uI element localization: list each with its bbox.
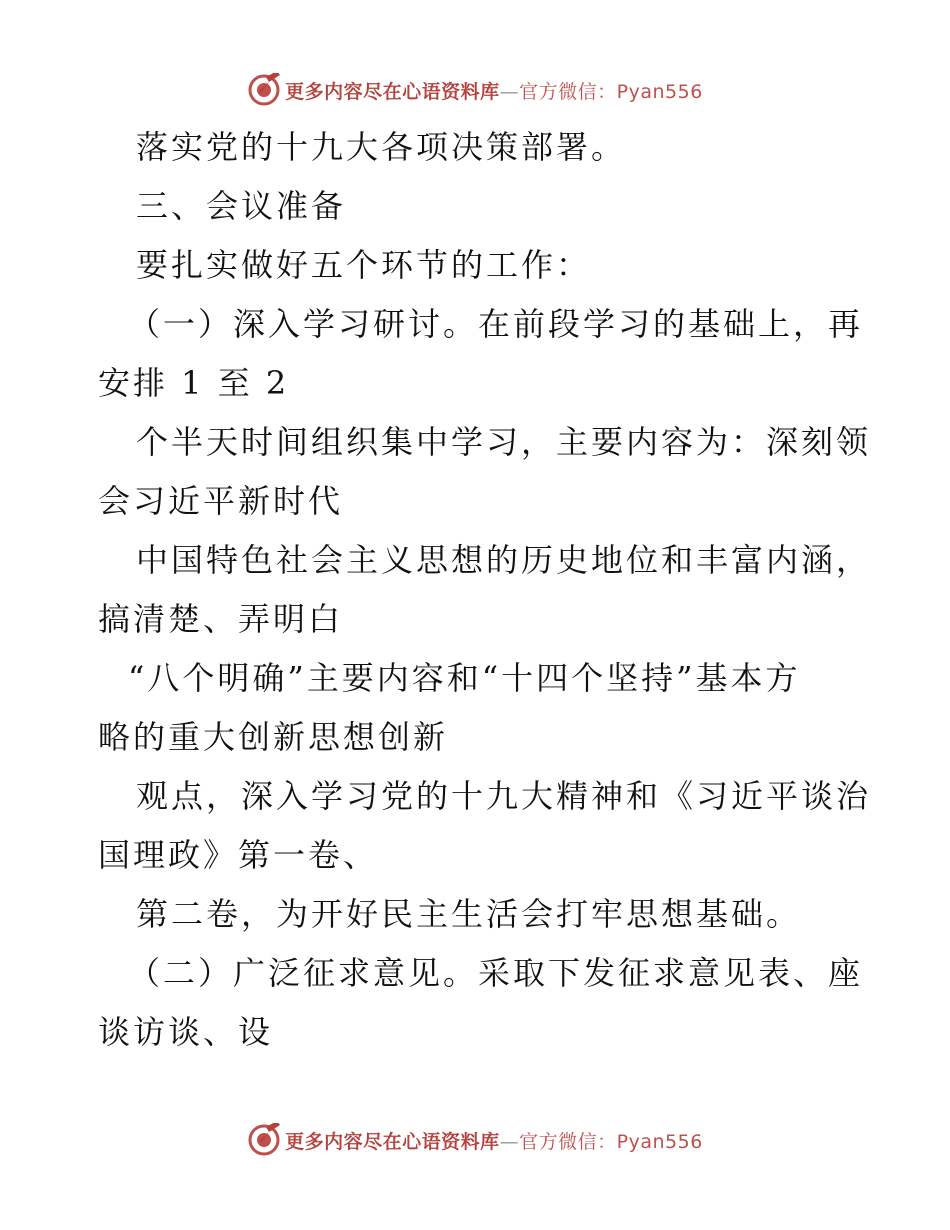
- text-line: 搞清楚、弄明白: [98, 600, 344, 638]
- watermark-sub: 官方微信：Pyan556: [519, 1130, 703, 1153]
- watermark-main: 更多内容尽在心语资料库: [285, 1130, 500, 1153]
- pen-circle-logo-icon: [247, 73, 281, 107]
- watermark-separator: —: [499, 1130, 520, 1153]
- text-line: 谈访谈、设: [98, 1013, 274, 1051]
- text-line: 个半天时间组织集中学习，主要内容为：深刻领: [136, 423, 872, 461]
- watermark-separator: —: [499, 80, 520, 103]
- footer-watermark: [0, 1120, 950, 1160]
- text-line: 会习近平新时代: [98, 482, 344, 520]
- text-line: 要扎实做好五个环节的工作：: [136, 246, 592, 284]
- text-line: 第二卷，为开好民主生活会打牢思想基础。: [136, 895, 802, 933]
- text-line: 中国特色社会主义思想的历史地位和丰富内涵，: [136, 541, 872, 579]
- text-line: （二）广泛征求意见。采取下发征求意见表、座: [128, 954, 864, 992]
- text-line: 观点，深入学习党的十九大精神和《习近平谈治: [136, 777, 872, 815]
- header-watermark: [0, 70, 950, 110]
- text-line: 略的重大创新思想创新: [98, 718, 449, 756]
- section-heading: 三、会议准备: [136, 187, 347, 225]
- watermark-text: [285, 77, 703, 104]
- text-line: 国理政》第一卷、: [98, 836, 379, 874]
- text-line: （一）深入学习研讨。在前段学习的基础上，再: [128, 305, 864, 343]
- watermark-text: [285, 1127, 703, 1154]
- pen-circle-logo-icon: [247, 1123, 281, 1157]
- text-line: “八个明确”主要内容和“十四个坚持”基本方: [128, 659, 801, 697]
- text-line: 落实党的十九大各项决策部署。: [136, 128, 627, 166]
- watermark-sub: 官方微信：Pyan556: [519, 80, 703, 103]
- text-line: 安排 1 至 2: [98, 364, 290, 402]
- watermark-main: 更多内容尽在心语资料库: [285, 80, 500, 103]
- document-body: [98, 118, 872, 1062]
